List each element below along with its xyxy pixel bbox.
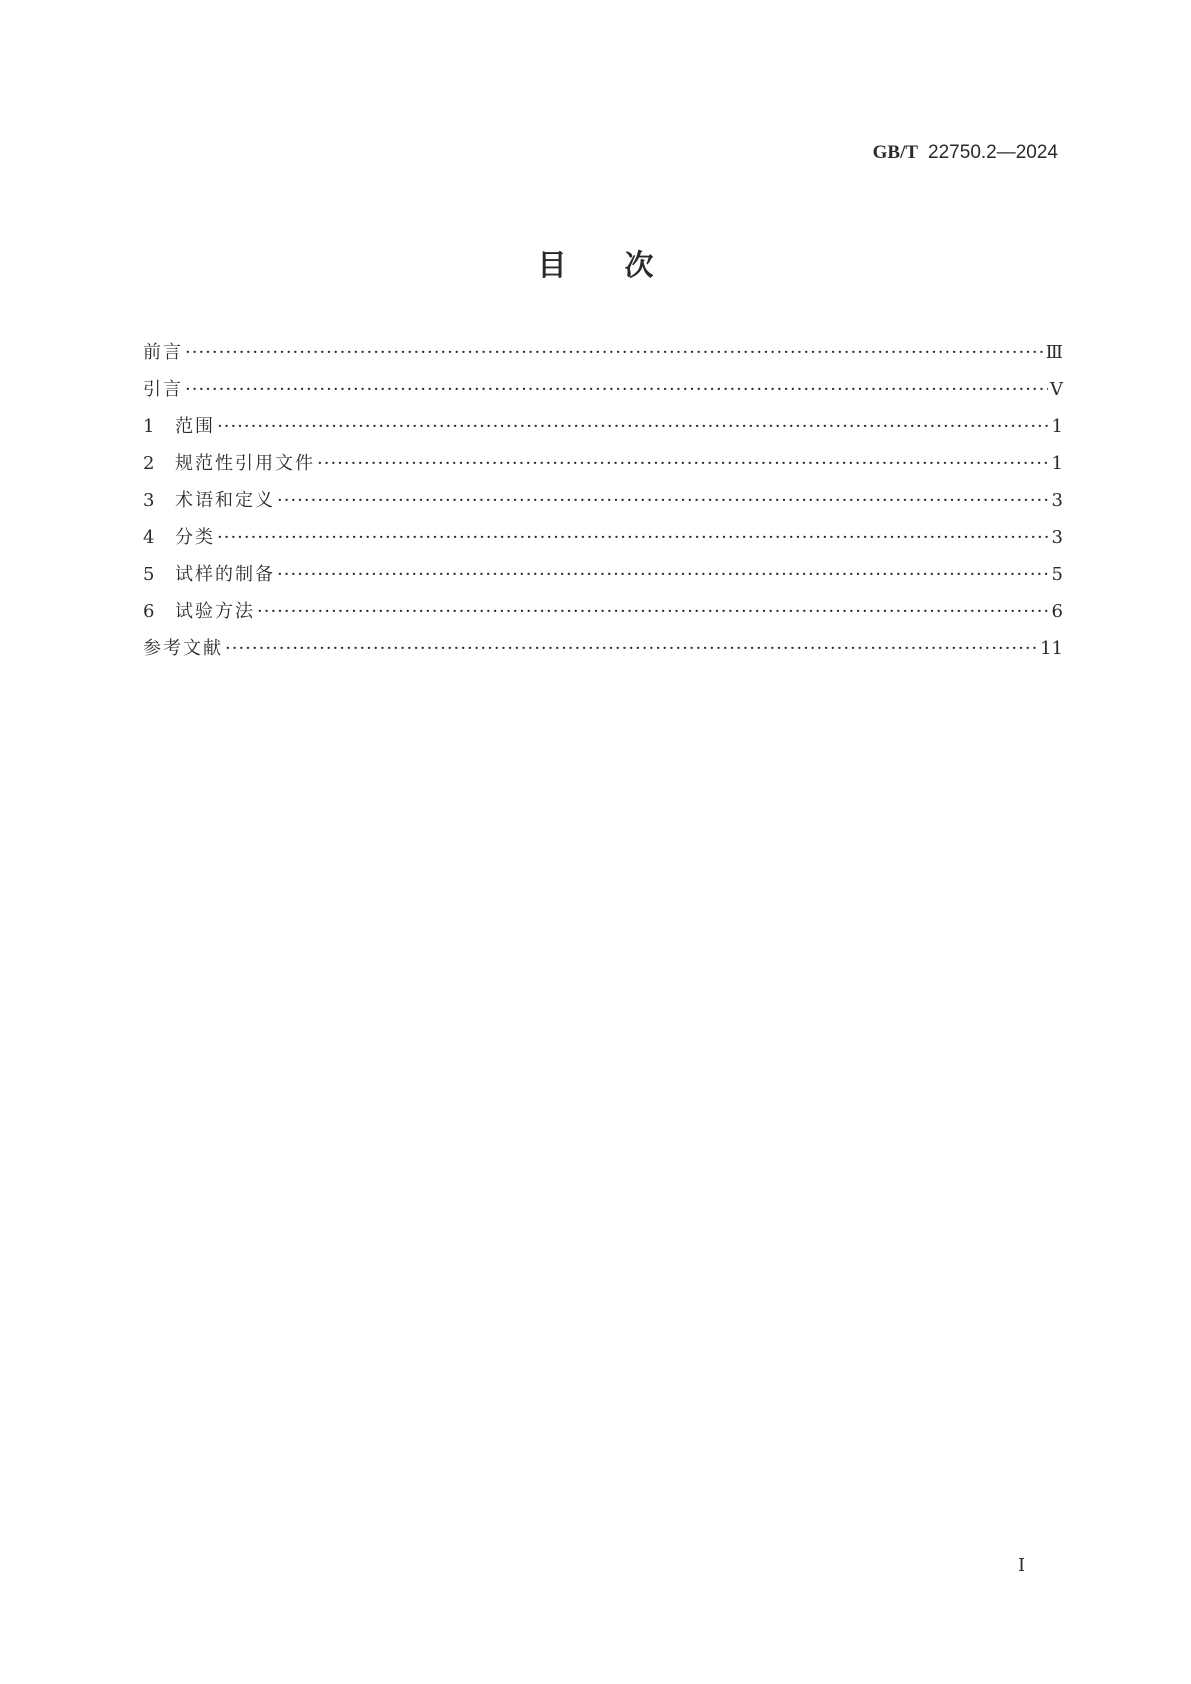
toc-leader-dots bbox=[217, 416, 1050, 437]
toc-item-label: 引言 bbox=[143, 379, 183, 400]
page-number: Ⅰ bbox=[1018, 1555, 1026, 1576]
toc-item-page: 1 bbox=[1051, 453, 1063, 474]
toc-item-number: 2 bbox=[143, 453, 155, 474]
page-title: 目次 bbox=[537, 248, 712, 282]
toc-item-bibliography[interactable] bbox=[143, 634, 1063, 671]
toc-item-label: 参考文献 bbox=[143, 638, 223, 659]
toc-item-page: 5 bbox=[1051, 564, 1063, 585]
toc-item-label: 试验方法 bbox=[175, 601, 255, 622]
toc-item-number: 6 bbox=[143, 601, 155, 622]
toc-item-test-methods[interactable] bbox=[143, 597, 1063, 634]
toc-item-label: 规范性引用文件 bbox=[175, 453, 315, 474]
toc-item-normative-references[interactable] bbox=[143, 449, 1063, 486]
toc-item-classification[interactable] bbox=[143, 523, 1063, 560]
toc-item-label: 范围 bbox=[175, 416, 215, 437]
standard-number bbox=[873, 141, 1058, 164]
toc-leader-dots bbox=[317, 453, 1050, 474]
toc-leader-dots bbox=[225, 638, 1038, 659]
toc-item-page: 3 bbox=[1051, 527, 1063, 548]
toc-item-number: 1 bbox=[143, 416, 155, 437]
toc-item-label: 试样的制备 bbox=[175, 564, 275, 585]
toc-item-number: 4 bbox=[143, 527, 155, 548]
toc-leader-dots bbox=[277, 564, 1050, 585]
toc-item-label: 前言 bbox=[143, 342, 183, 363]
standard-code: 22750.2—2024 bbox=[928, 142, 1058, 163]
toc-item-introduction[interactable] bbox=[143, 375, 1063, 412]
toc-leader-dots bbox=[277, 490, 1050, 511]
toc-item-number: 5 bbox=[143, 564, 155, 585]
toc-item-label: 术语和定义 bbox=[175, 490, 275, 511]
toc-item-scope[interactable] bbox=[143, 412, 1063, 449]
toc-leader-dots bbox=[185, 379, 1048, 400]
toc-item-specimen-preparation[interactable] bbox=[143, 560, 1063, 597]
toc-item-number: 3 bbox=[143, 490, 155, 511]
toc-leader-dots bbox=[185, 342, 1044, 363]
toc-item-page: 6 bbox=[1051, 601, 1063, 622]
toc-item-foreword[interactable] bbox=[143, 338, 1063, 375]
toc-leader-dots bbox=[217, 527, 1050, 548]
toc-leader-dots bbox=[257, 601, 1050, 622]
toc-item-page: 1 bbox=[1051, 416, 1063, 437]
toc-item-label: 分类 bbox=[175, 527, 215, 548]
toc-item-page: Ⅴ bbox=[1050, 379, 1063, 400]
table-of-contents bbox=[143, 338, 1063, 671]
toc-item-page: 11 bbox=[1040, 638, 1063, 659]
standard-prefix: GB/T bbox=[872, 142, 919, 163]
toc-item-page: Ⅲ bbox=[1045, 342, 1063, 363]
toc-item-terms-definitions[interactable] bbox=[143, 486, 1063, 523]
toc-item-page: 3 bbox=[1051, 490, 1063, 511]
